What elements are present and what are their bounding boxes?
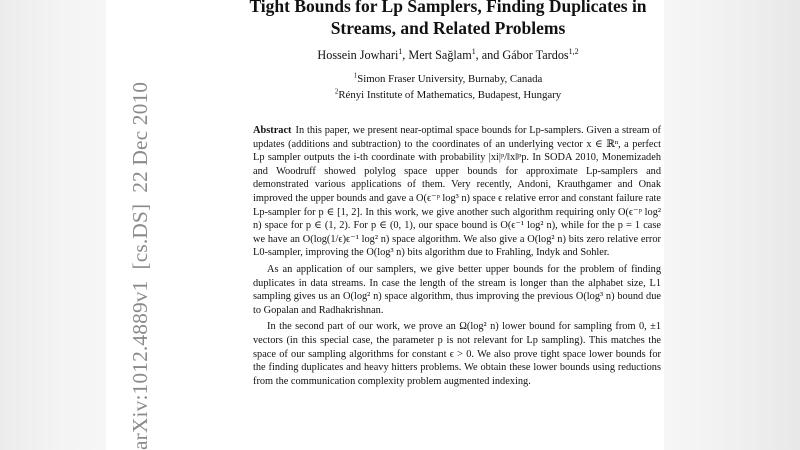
paper-title	[228, 0, 668, 39]
right-margin	[664, 0, 800, 450]
affiliation-text: Rényi Institute of Mathematics, Budapest, Hungary	[338, 89, 562, 101]
left-margin	[0, 0, 106, 450]
author-name: Mert Sağlam	[408, 48, 472, 62]
abstract	[253, 124, 661, 388]
abstract-paragraph-3: In the second part of our work, we prove an Ω(log² n) lower bound for sampling from 0, ±1 vectors (in this special case, the parameter p is not relevant for Lp sampling). This matches the space of our sampling algorithms for constant ϵ > 0. We also prove tight space lower bounds for the finding duplicates and heavy hitters problems. We obtain these lower bounds using reductions from the communication complexity problem augmented indexing.	[253, 321, 661, 387]
arxiv-identifier-stamp: arXiv:1012.4889v1 [cs.DS] 22 Dec 2010	[128, 81, 152, 450]
title-line-2: Streams, and Related Problems	[330, 18, 566, 38]
author-name: and Gábor Tardos	[481, 48, 569, 62]
author-affiliation-mark: 1,2	[568, 46, 579, 56]
affiliation-mark: 1	[353, 71, 358, 80]
abstract-paragraph-2: As an application of our samplers, we give better upper bounds for the problem of finding duplicates in data streams. In case the length of the stream is longer than the alphabet size, L1 sampling gives us an O(log² n) space algorithm, thus improving the previous O(log³ n) bound due to Gopalan and Radhakrishnan.	[253, 263, 661, 316]
abstract-text-1: In this paper, we present near-optimal space bounds for Lp-samplers. Given a stream of updates (additions and subtraction) to the coordinates of an underlying vector x ∈ ℝⁿ, a perfect Lp sampler outputs the i-th coordinate with probability |xi|ᵖ/‖x‖ᵖp. In SODA 2010, Monemizadeh and Woodruff showed polylog space upper bounds for approximate Lp-samplers and demonstrated various applications of them. Very recently, Andoni, Krauthgamer and Onak improved the upper bounds and gave a O(ϵ⁻ᵖ log³ n) space ϵ relative error and constant failure rate Lp-sampler for p ∈ [1, 2]. In this work, we give another such algorithm requiring only O(ϵ⁻ᵖ log² n) space for p ∈ (1, 2). For p ∈ (0, 1), our space bound is O(ϵ⁻¹ log² n), while for the p = 1 case we have an O(log(1/ϵ)ϵ⁻¹ log² n) space algorithm. We also give a O(log² n) bits zero relative error L0-sampler, improving the O(log³ n) bits algorithm due to Frahling, Indyk and Sohler.	[253, 125, 661, 259]
author-affiliation-mark: 1	[398, 46, 403, 56]
author-name: Hossein Jowhari	[317, 48, 399, 62]
author-list: Hossein Jowhari$^1$, Mert Sağlam$^1$, and Gábor Tardos$^{1,2}$	[317, 46, 579, 62]
author-affiliation-mark: 1	[471, 46, 476, 56]
affiliation-mark: 2	[334, 87, 339, 96]
abstract-paragraph-1	[253, 124, 661, 260]
affiliation-2	[228, 89, 668, 101]
title-line-1: Tight Bounds for Lp Samplers, Finding Duplicates in	[249, 0, 647, 16]
affiliation-text: Simon Fraser University, Burnaby, Canada	[357, 73, 543, 85]
abstract-label: Abstract	[253, 125, 292, 136]
affiliation-1	[228, 73, 668, 85]
